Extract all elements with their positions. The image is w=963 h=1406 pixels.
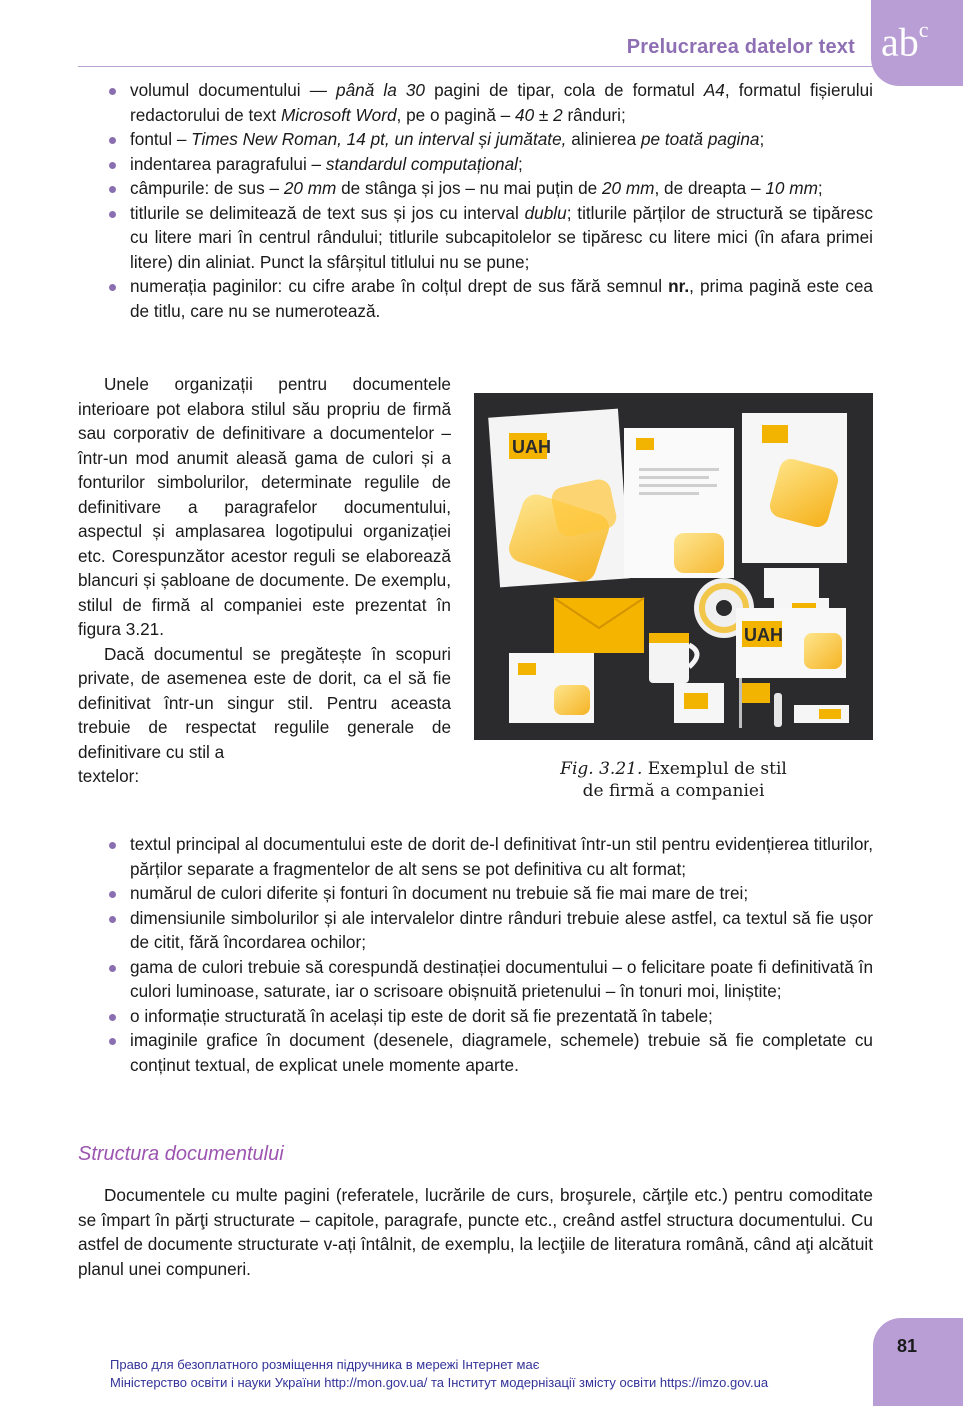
bullet-text-segment: A4 — [703, 80, 725, 100]
bullet-text-segment: ; titlurile părților de structură se tipăresc cu litere mari în centrul rândului; titlurile subcapitolelor se tipăresc cu litere mici (în afara primei litere) din aliniat. Punct la sfârșitul titlului nu se pune; — [130, 202, 873, 272]
paragraph-private-documents: Dacă documentul se pregătește în scopuri private, de asemenea este de dorit, ca el să fie definitivat într-un singur stil. Pentru aceasta trebuie de respectat regulile generale de definitivare cu stil a — [78, 643, 451, 762]
logo-text-card: UAH — [744, 625, 783, 645]
top-bullet-item — [78, 274, 873, 323]
bullet-text-segment: câmpurile: de sus – — [130, 178, 284, 198]
bullet-text-segment: , prima pagină este cea de titlu, care nu se numerotează. — [130, 276, 873, 321]
paragraph-tail: textelor: — [78, 766, 140, 786]
top-bullet-item — [78, 78, 873, 127]
bullet-text-segment: pagini de tipar, cola de formatul — [424, 80, 704, 100]
bullet-text-segment: 10 mm — [765, 178, 818, 198]
footer-line-1: Право для безоплатного розміщення підручника в мережі Інтернет має — [110, 1357, 540, 1372]
bottom-bullet-item — [78, 1004, 873, 1029]
footer-notice — [110, 1356, 870, 1392]
bullet-dot — [109, 916, 116, 923]
chapter-tab-label: $ab^c$ — [881, 17, 929, 65]
bullet-dot — [109, 965, 116, 972]
section-body — [78, 1183, 873, 1281]
section-paragraph: Documentele cu multe pagini (referatele, lucrările de curs, broşurele, cărţile etc.) pentru comoditate se împart în părţi structurate – capitole, paragrafe, puncte etc., creând astfel structura documentului. Cu astfel de documente structurate v-ați întâlnit, de exemplu, la lecţiile de literatura română, când aţi alcătuit planul unei compuneri. — [78, 1185, 873, 1279]
page-number: 81 — [897, 1336, 918, 1356]
bullet-dot — [109, 162, 116, 169]
bottom-bullet-item — [78, 832, 873, 881]
bottom-bullet-item — [78, 955, 873, 1004]
bullet-text-segment: 40 ± 2 — [515, 104, 563, 125]
top-bullet-list-container — [78, 78, 873, 323]
bullet-text-segment: nr. — [668, 276, 690, 296]
bullet-dot — [109, 186, 116, 193]
bullet-text-segment: ; — [517, 153, 523, 174]
bullet-text-segment: dublu — [524, 202, 567, 223]
bullet-dot — [109, 88, 116, 95]
bullet-text-segment: Microsoft Word — [280, 104, 397, 125]
bullet-dot — [109, 1014, 116, 1021]
bullet-text-segment: ; — [817, 178, 823, 198]
bullet-text-segment: alinierea — [566, 129, 641, 149]
running-header-title: Prelucrarea datelor text — [626, 36, 855, 58]
bullet-text-segment: ; — [759, 129, 765, 149]
corporate-identity-figure — [474, 393, 873, 740]
top-bullet-item — [78, 152, 873, 177]
bullet-text: dimensiunile simbolurilor și ale intervalelor dintre rânduri trebuie alese astfel, ca textul să fie ușor de citit, fără încordarea ochilor; — [130, 907, 873, 952]
top-bullet-item — [78, 127, 873, 152]
paragraph-corporate-style: Unele organizații pentru documentele interioare pot elabora stilul său propriu de firmă sau corporativ de definitivare a documentelor – într-un mod anumit aleasă gama de culori și a fonturilor simbolurilor, determinate regulile de definitivare a paragrafelor documentului, aspectul și amplasarea logotipului organizației etc. Corespunzător acestor reguli se elaborează blancuri și șabloane de documente. De exemplu, stilul de firmă al companiei este prezentat în figura 3.21. — [78, 374, 451, 639]
bullet-text-segment: , pe o pagină – — [396, 104, 516, 125]
bullet-text-segment: 20 mm — [601, 178, 655, 198]
bullet-dot — [109, 284, 116, 291]
bullet-text: gama de culori trebuie să corespundă destinației documentului – o felicitare poate fi definitivată în culori luminoase, saturate, iar o scrisoare obișnuită prietenului – în tonuri moi, liniștite; — [130, 956, 873, 1001]
chapter-tab — [871, 0, 963, 86]
bullet-text-segment: până la 30 — [336, 80, 425, 100]
bottom-bullet-item — [78, 881, 873, 906]
figure-caption — [474, 758, 873, 802]
bullet-text-segment: Times New Roman, 14 pt, un interval și jumătate, — [191, 129, 567, 149]
bullet-text-segment: de stânga și jos – nu mai puțin de — [336, 178, 602, 198]
bullet-dot — [109, 842, 116, 849]
bullet-text-segment: pe toată pagina — [640, 129, 760, 149]
bullet-text-segment: , de dreapta – — [654, 178, 766, 198]
stationery-mockup-image — [474, 393, 873, 740]
bullet-text-segment: 20 mm — [283, 178, 337, 198]
caption-label: Fig. 3.21. — [560, 759, 643, 779]
caption-line-2: de firmă a companiei — [582, 781, 765, 801]
top-bullet-item — [78, 201, 873, 275]
bottom-bullet-item — [78, 906, 873, 955]
bottom-bullet-list-container — [78, 832, 873, 1077]
bullet-text-segment: , formatul fișierului redactorului de text — [130, 80, 873, 125]
section-title: Structura documentului — [78, 1143, 284, 1165]
wrapped-text — [78, 372, 451, 789]
bullet-dot — [109, 891, 116, 898]
bottom-bullet-item — [78, 1028, 873, 1077]
header-rule — [78, 66, 878, 67]
bullet-text: textul principal al documentului este de dorit de-l definitivat într-un stil pentru evidențierea titlurilor, părților separate a fragmentelor de alt sens se pot definitiva cu alt format; — [130, 834, 873, 879]
top-bullet-list — [78, 78, 873, 323]
footer-line-2: Міністерство освіти і науки України http://mon.gov.ua/ та Інститут модернізації змісту освіти https://imzo.gov.ua — [110, 1375, 769, 1390]
bullet-text-segment: titlurile se delimitează de text sus și jos cu interval — [130, 202, 525, 223]
logo-text-folder: UAH — [512, 437, 551, 457]
bullet-dot — [109, 211, 116, 218]
bottom-bullet-list — [78, 832, 873, 1077]
bullet-text: numărul de culori diferite și fonturi în document nu trebuie să fie mai mare de trei; — [130, 883, 749, 903]
bullet-text-segment: fontul – — [130, 129, 192, 149]
bullet-text-segment: numerația paginilor: cu cifre arabe în colțul drept de sus fără semnul — [130, 276, 669, 296]
bullet-text-segment: rânduri; — [562, 104, 626, 125]
bullet-dot — [109, 1038, 116, 1045]
bullet-text-segment: volumul documentului — — [130, 80, 337, 100]
top-bullet-item — [78, 176, 873, 201]
bullet-text: o informație structurată în același tip este de dorit să fie prezentată în tabele; — [130, 1005, 713, 1026]
caption-line-1: Exemplul de stil — [642, 759, 787, 779]
bullet-text-segment: standardul computațional — [325, 153, 518, 174]
page-number-tab — [873, 1318, 963, 1406]
bullet-text-segment: indentarea paragrafului – — [130, 153, 326, 174]
bullet-text: imaginile grafice în document (desenele, diagramele, schemele) trebuie să fie completate cu conținut textual, de explicat unele momente aparte. — [130, 1030, 873, 1075]
bullet-dot — [109, 137, 116, 144]
